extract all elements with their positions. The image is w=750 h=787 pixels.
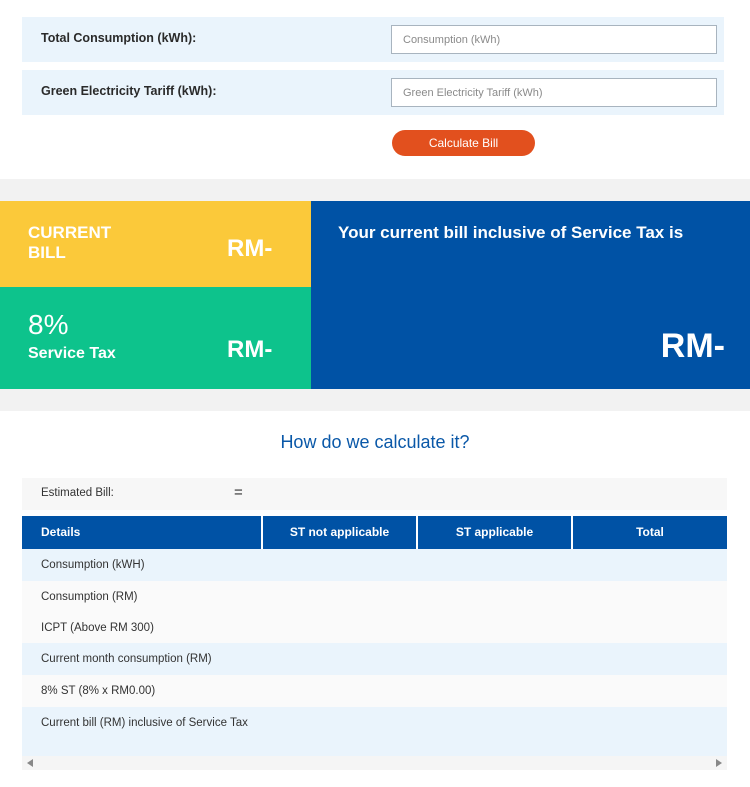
current-bill-label: CURRENT BILL [28, 223, 112, 262]
consumption-row [22, 17, 724, 62]
equals-sign: = [234, 484, 243, 501]
tariff-input[interactable] [391, 78, 717, 107]
header-st-not-applicable: ST not applicable [263, 516, 416, 549]
row-label: Consumption (RM) [41, 591, 138, 603]
divider-band [0, 179, 750, 201]
row-label: 8% ST (8% x RM0.00) [41, 685, 156, 697]
current-bill-value: RM- [227, 235, 273, 262]
row-label: Current bill (RM) inclusive of Service Tax [41, 717, 248, 729]
header-st-applicable: ST applicable [418, 516, 571, 549]
inclusive-bill-panel [311, 201, 750, 389]
scroll-right-icon[interactable] [716, 759, 722, 767]
table-row [22, 643, 727, 675]
table-row [22, 675, 727, 707]
divider-band [0, 389, 750, 411]
row-label: ICPT (Above RM 300) [41, 622, 154, 634]
estimated-bill-label: Estimated Bill: [41, 487, 114, 499]
consumption-input[interactable] [391, 25, 717, 54]
consumption-label: Total Consumption (kWh): [41, 31, 197, 45]
service-tax-tile [0, 287, 311, 389]
scroll-left-icon[interactable] [27, 759, 33, 767]
current-bill-tile [0, 201, 311, 287]
tariff-label: Green Electricity Tariff (kWh): [41, 84, 217, 98]
how-heading: How do we calculate it? [280, 432, 470, 452]
table-row [22, 707, 727, 756]
row-label: Current month consumption (RM) [41, 653, 212, 665]
row-label: Consumption (kWH) [41, 559, 145, 571]
table-header [22, 516, 727, 549]
tax-rate: 8% [28, 309, 69, 340]
estimated-bill-row [22, 478, 727, 510]
horizontal-scrollbar[interactable] [22, 756, 727, 770]
tariff-row [22, 70, 724, 115]
table-row [22, 549, 727, 581]
inclusive-bill-value: RM- [660, 327, 725, 365]
tax-label: Service Tax [28, 345, 116, 362]
inclusive-bill-text: Your current bill inclusive of Service Tax is [338, 223, 684, 242]
header-details: Details [22, 516, 261, 549]
calculate-bill-button[interactable]: Calculate Bill [392, 130, 535, 156]
tax-value: RM- [227, 336, 273, 363]
table-row [22, 581, 727, 613]
table-row [22, 613, 727, 643]
header-total: Total [573, 516, 727, 549]
